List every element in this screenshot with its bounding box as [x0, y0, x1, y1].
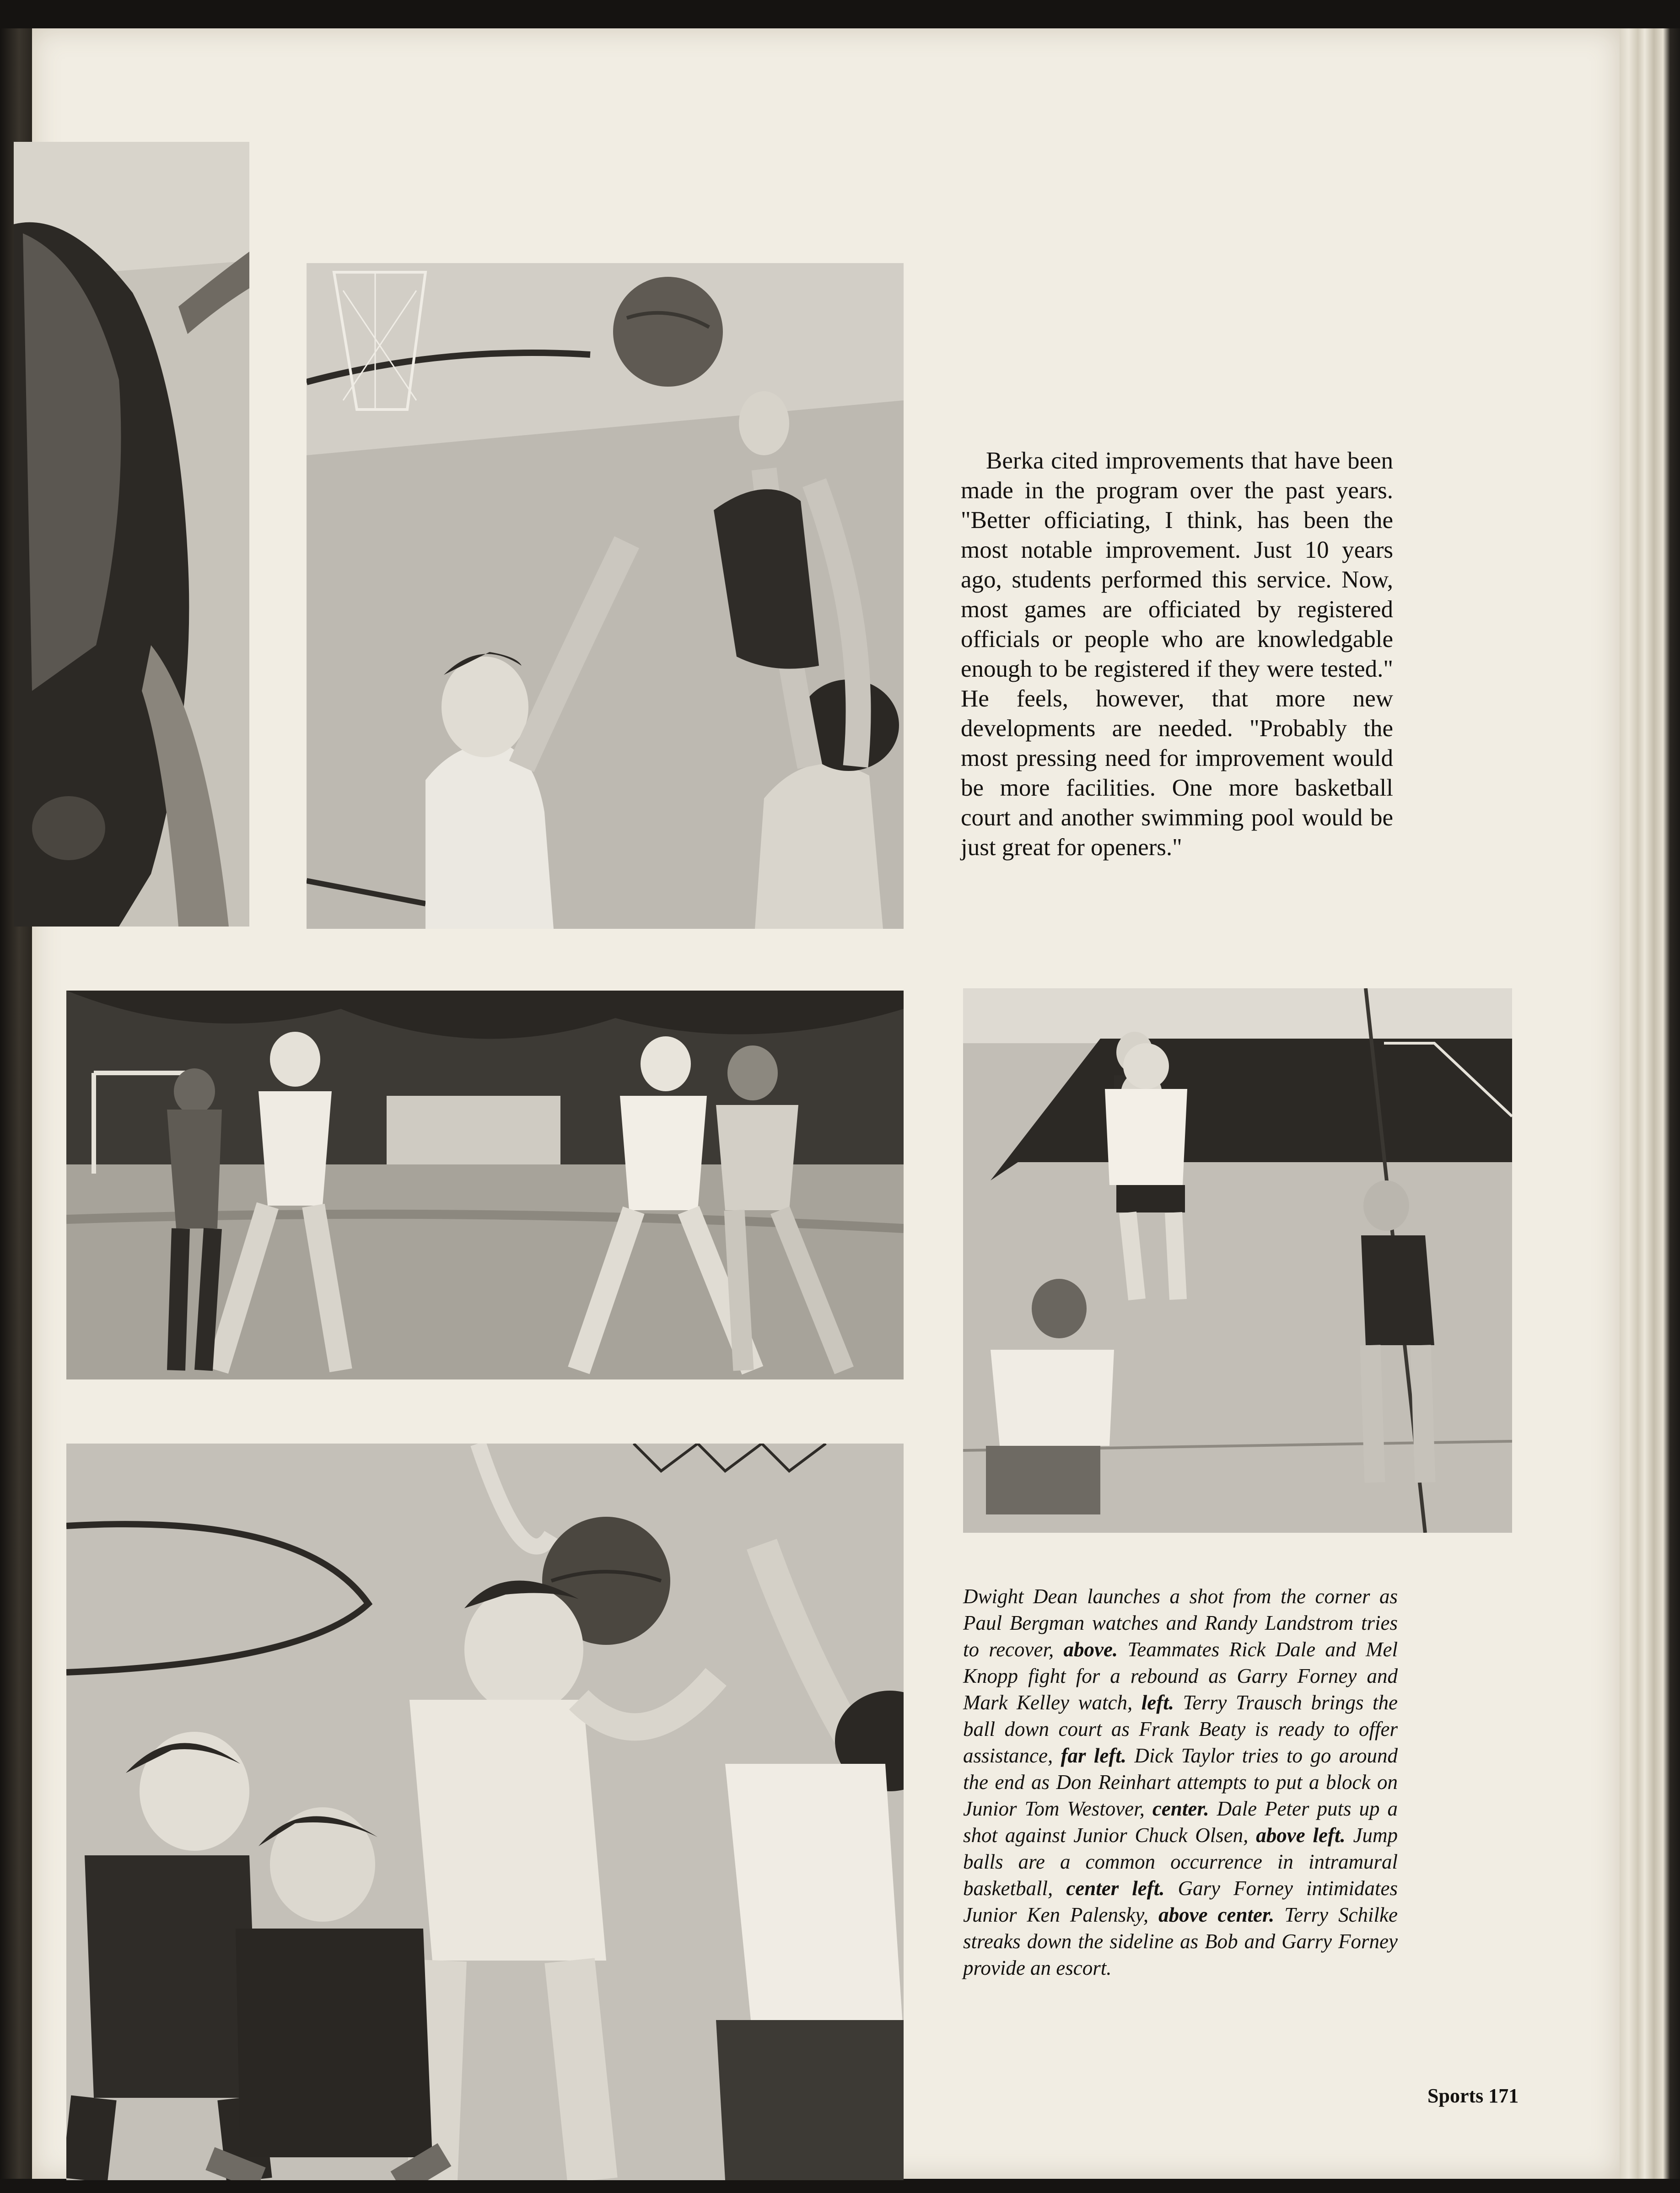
- caption-key: left.: [1141, 1691, 1174, 1714]
- body-paragraph: Berka cited improvements that have been made in the program over the past years. "Better officiating, I think, has been the most notable improvement. Just 10 years ago, students performed this service. Now, most games are officiated by registered officials or people who are knowledgable enough to be registered if they were tested." He feels, however, that more new developments are needed. "Probably the most pressing need for improvement would be more facilities. One more basketball court and another swimming pool would be just great for openers.": [961, 447, 1393, 861]
- caption-text: Gary Forney intimidates Junior Ken Palensky,: [963, 1877, 1398, 1926]
- photo-above: [963, 988, 1512, 1533]
- caption-key: center.: [1152, 1797, 1209, 1820]
- caption-key: center left.: [1066, 1877, 1165, 1900]
- caption-text: Dick Taylor tries to go around the end as Don Reinhart attempts to put a block on Junior Tom Westover,: [963, 1744, 1398, 1820]
- photo-far-left: [14, 142, 249, 927]
- caption-text: Jump balls are a common occurrence in intramural basketball,: [963, 1824, 1398, 1900]
- caption-key: above center.: [1158, 1903, 1275, 1926]
- photo-above-left: [66, 1444, 904, 2180]
- caption-text: Terry Schilke streaks down the sideline as Bob and Garry Forney provide an escort.: [963, 1903, 1398, 1979]
- photo-caption: [963, 1583, 1398, 1981]
- photo-center-left: [66, 991, 904, 1379]
- caption-text: Dwight Dean launches a shot from the corner as Paul Bergman watches and Randy Landstrom tries to recover,: [963, 1585, 1398, 1661]
- page-stack-edge: [1620, 28, 1680, 2193]
- caption-key: above.: [1063, 1638, 1118, 1661]
- photo-left: [307, 263, 904, 929]
- scan-top-edge: [0, 0, 1680, 28]
- caption-text: Terry Trausch brings the ball down court as Frank Beaty is ready to offer assistance,: [963, 1691, 1398, 1767]
- scan-bottom-edge: [0, 2179, 1680, 2193]
- caption-key: above left.: [1256, 1824, 1346, 1847]
- caption-text: Teammates Rick Dale and Mel Knopp fight for a rebound as Garry Forney and Mark Kelley watch,: [963, 1638, 1398, 1714]
- caption-text: Dale Peter puts up a shot against Junior Chuck Olsen,: [963, 1797, 1398, 1847]
- page-folio: Sports 171: [1427, 2085, 1519, 2107]
- caption-key: far left.: [1061, 1744, 1127, 1767]
